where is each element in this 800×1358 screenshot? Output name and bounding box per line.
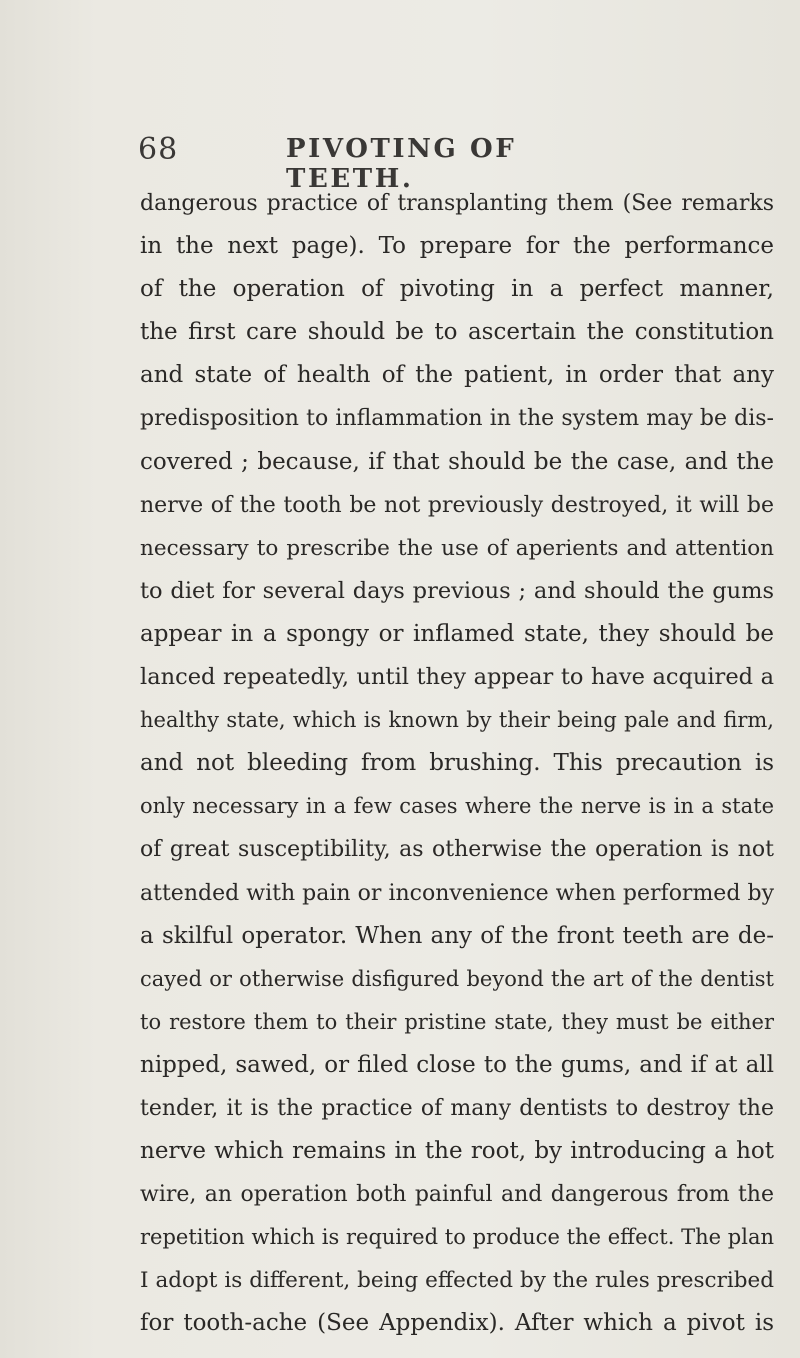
- text-line: nipped, sawed, or filed close to the gums, and if at all: [140, 1051, 774, 1078]
- text-line: a skilful operator. When any of the front teeth are de-: [140, 922, 774, 949]
- text-line: lanced repeatedly, until they appear to have acquired a: [140, 664, 774, 691]
- text-line: necessary to prescribe the use of aperients and attention: [140, 535, 774, 561]
- text-line: and state of health of the patient, in order that any: [140, 362, 774, 389]
- text-line: to restore them to their pristine state, they must be either: [140, 1009, 774, 1034]
- text-line: nerve which remains in the root, by introducing a hot: [140, 1138, 774, 1165]
- text-line: of the operation of pivoting in a perfect manner,: [140, 276, 774, 303]
- text-line: and not bleeding from brushing. This precaution is: [140, 750, 774, 777]
- text-line: for tooth-ache (See Appendix). After which a pivot is: [140, 1310, 774, 1337]
- page-header: [138, 132, 638, 194]
- text-line: I adopt is different, being effected by the rules prescribed: [140, 1268, 774, 1294]
- body-text: [140, 182, 774, 1346]
- text-line: of great susceptibility, as otherwise the operation is not: [140, 837, 774, 863]
- text-line: cayed or otherwise disfigured beyond the art of the dentist: [140, 966, 774, 991]
- running-title: PIVOTING OF TEETH.: [286, 134, 517, 194]
- text-line: nerve of the tooth be not previously destroyed, it will be: [140, 492, 774, 518]
- text-line: attended with pain or inconvenience when performed by: [140, 880, 774, 906]
- text-line: tender, it is the practice of many dentists to destroy the: [140, 1095, 774, 1121]
- text-line: to diet for several days previous ; and should the gums: [140, 577, 774, 604]
- text-line: predisposition to inflammation in the system may be dis-: [140, 406, 774, 432]
- text-line: in the next page). To prepare for the performance: [140, 233, 774, 260]
- text-line: repetition which is required to produce the effect. The plan: [140, 1225, 774, 1250]
- text-line: covered ; because, if that should be the case, and the: [140, 448, 774, 475]
- text-line: appear in a spongy or inflamed state, they should be: [140, 620, 774, 647]
- text-line: dangerous practice of transplanting them (See remarks: [140, 191, 774, 216]
- page-number: 68: [138, 132, 179, 167]
- text-line: only necessary in a few cases where the nerve is in a state: [140, 794, 774, 819]
- text-line: wire, an operation both painful and dangerous from the: [140, 1182, 774, 1208]
- text-line: healthy state, which is known by their being pale and firm,: [140, 708, 774, 733]
- text-line: the first care should be to ascertain the constitution: [140, 319, 774, 346]
